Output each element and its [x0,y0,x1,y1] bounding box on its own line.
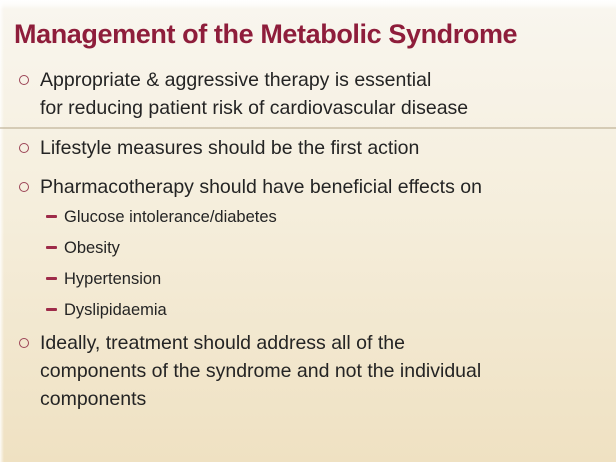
bullet-text-line: components of the syndrome and not the individual [40,360,482,382]
bullet-text-line: Obesity [64,239,120,257]
dash-bullet-icon [46,308,57,311]
dash-bullet-icon [46,215,57,218]
sub-bullet-marker-box [46,267,64,280]
bullet-text [40,329,481,413]
bullet-text-line: Pharmacotherapy should have beneficial effects on [40,176,482,198]
circle-bullet-icon [19,75,29,85]
bullet-text-line: Lifestyle measures should be the first action [40,137,420,159]
sub-bullet-marker-box [46,205,64,218]
bullet-marker-box [16,329,40,348]
bullet-item [16,66,610,122]
bullet-text-line: Dyslipidaemia [64,301,167,319]
sub-bullet-text [64,205,277,229]
bullet-text-line: for reducing patient risk of cardiovascular disease [40,97,469,119]
sub-bullet-item [46,298,610,322]
top-sheen [0,0,616,9]
bullet-text-line: components [40,388,147,410]
left-sheen [0,0,4,462]
sub-bullet-list [46,205,610,322]
bullet-item [16,134,610,162]
circle-bullet-icon [19,143,29,153]
sub-bullet-marker-box [46,298,64,311]
sub-bullet-item [46,205,610,229]
sub-bullet-text [64,236,120,260]
sub-bullet-item [46,267,610,291]
bullet-text [40,66,468,122]
circle-bullet-icon [19,182,29,192]
dash-bullet-icon [46,246,57,249]
bullet-text [40,134,419,162]
sub-bullet-text [64,267,161,291]
bullet-marker-box [16,134,40,153]
dash-bullet-icon [46,277,57,280]
bullet-text-line: Ideally, treatment should address all of the [40,332,405,354]
bullet-text-line: Glucose intolerance/diabetes [64,208,277,226]
sub-bullet-text [64,298,167,322]
bullet-item [16,329,610,413]
bullet-list [16,66,610,413]
sub-bullet-marker-box [46,236,64,249]
sub-bullet-item [46,236,610,260]
bullet-marker-box [16,173,40,192]
bullet-text [40,173,482,201]
page-title: Management of the Metabolic Syndrome [14,19,518,49]
circle-bullet-icon [19,338,29,348]
bullet-text-line: Hypertension [64,270,162,288]
bullet-text-line: Appropriate & aggressive therapy is essential [40,69,432,91]
bullet-marker-box [16,66,40,85]
bullet-item [16,173,610,201]
